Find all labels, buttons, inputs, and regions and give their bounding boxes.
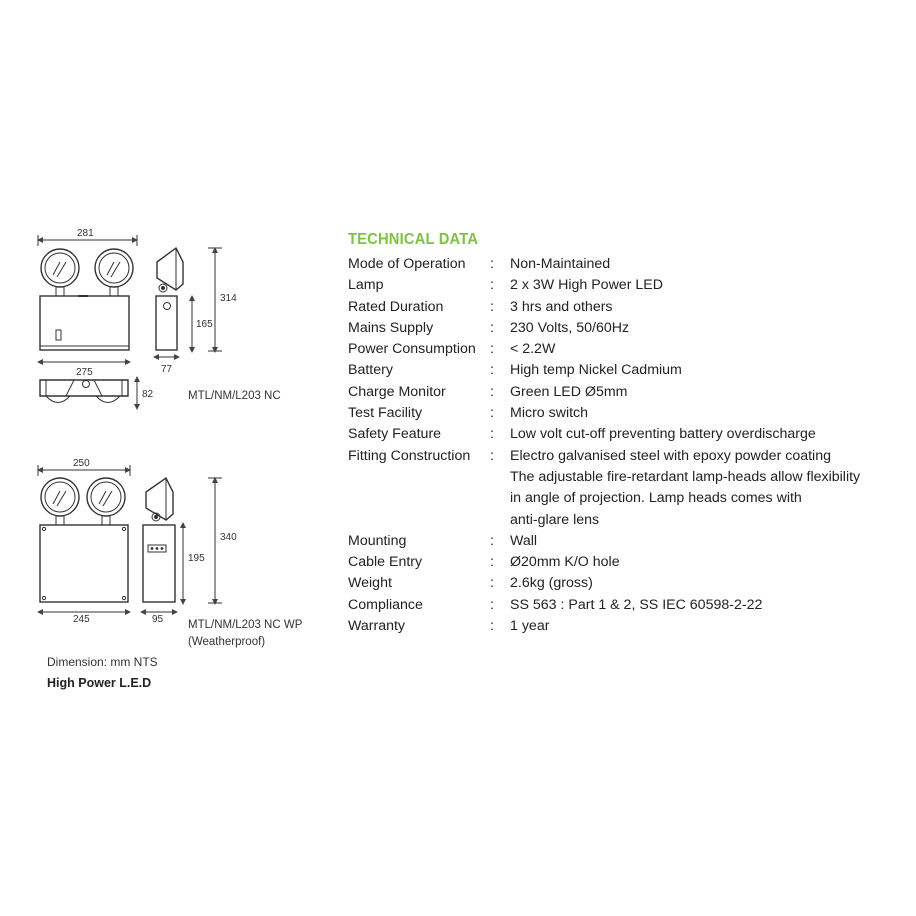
spec-row [348,446,908,531]
dim-1-height-total: 314 [220,293,237,304]
spec-colon: : [490,575,494,592]
dimension-note: Dimension: mm NTS [47,655,158,669]
spec-value [510,275,908,296]
dim-2-width-top: 250 [73,458,90,469]
spec-value-line: 2.6kg (gross) [510,575,593,592]
spec-label: Warranty [348,618,406,635]
spec-value-line: Wall [510,532,538,549]
spec-label: Safety Feature [348,426,442,443]
spec-row [348,275,908,296]
spec-colon: : [490,319,494,336]
product-line: High Power L.E.D [47,676,152,690]
spec-label: Rated Duration [348,298,444,315]
spec-value [510,382,908,403]
spec-row [348,595,908,616]
spec-row [348,552,908,573]
spec-row [348,254,908,275]
model-2-label: MTL/NM/L203 NC WP [188,619,303,631]
dim-1-height-body: 165 [196,319,213,330]
spec-value-line: Green LED Ø5mm [510,383,628,400]
spec-colon: : [490,298,494,315]
spec-value [510,318,908,339]
spec-colon: : [490,532,494,549]
spec-value [510,595,908,616]
spec-colon: : [490,341,494,358]
spec-value-line: 3 hrs and others [510,298,613,315]
drawing-1-front-view [38,235,137,362]
spec-value-line: Ø20mm K/O hole [510,554,620,571]
spec-colon: : [490,256,494,272]
dim-2-height-body: 195 [188,553,205,564]
spec-value-line: 1 year [510,618,550,635]
drawing-2-side-view [143,478,222,612]
spec-value-line: in angle of projection. Lamp heads comes with [510,490,802,507]
spec-colon: : [490,447,494,464]
spec-value [510,360,908,381]
dim-1-width-top: 281 [77,228,94,239]
spec-value [510,446,908,531]
spec-value-line: 2 x 3W High Power LED [510,277,663,294]
spec-value-line: High temp Nickel Cadmium [510,362,682,379]
spec-label: Compliance [348,596,423,613]
spec-row [348,339,908,360]
spec-colon: : [490,596,494,613]
drawing-1-bottom-view [40,379,137,407]
spec-label: Mode of Operation [348,256,466,272]
spec-colon: : [490,554,494,571]
spec-value [510,573,908,594]
spec-row [348,382,908,403]
spec-colon: : [490,362,494,379]
dim-1-depth: 77 [161,364,173,375]
spec-label: Mains Supply [348,319,434,336]
spec-value-line: Low volt cut-off preventing battery overdischarge [510,426,816,443]
spec-value [510,552,908,573]
spec-value-line: SS 563 : Part 1 & 2, SS IEC 60598-2-22 [510,596,763,613]
spec-colon: : [490,277,494,294]
spec-value [510,339,908,360]
spec-row [348,573,908,594]
spec-row [348,616,908,637]
drawing-1-side-view [156,248,222,357]
drawing-2-front-view [38,465,130,612]
spec-table [348,254,908,637]
model-2-note: (Weatherproof) [188,636,266,648]
spec-label: Cable Entry [348,554,423,571]
model-1-label: MTL/NM/L203 NC [188,390,281,402]
spec-value-line: Non-Maintained [510,256,611,272]
spec-row [348,403,908,424]
spec-label: Test Facility [348,405,423,422]
spec-value-line: < 2.2W [510,341,556,358]
spec-value-line: The adjustable fire-retardant lamp-heads allow flexibility [510,468,861,485]
dim-1-base-height: 82 [142,389,154,400]
section-title: TECHNICAL DATA [348,231,479,248]
spec-value [510,403,908,424]
spec-value-line: anti-glare lens [510,511,600,528]
spec-row [348,318,908,339]
dim-1-width-bottom: 275 [76,367,93,378]
spec-label: Power Consumption [348,341,476,358]
spec-value [510,531,908,552]
dim-2-depth: 95 [152,614,164,625]
spec-label: Weight [348,575,392,592]
spec-colon: : [490,618,494,635]
spec-row [348,360,908,381]
spec-label: Charge Monitor [348,383,446,400]
spec-value [510,297,908,318]
spec-value-line: 230 Volts, 50/60Hz [510,319,630,336]
spec-value [510,616,908,637]
spec-value-line: Electro galvanised steel with epoxy powder coating [510,447,831,464]
dim-2-width-bottom: 245 [73,614,90,625]
spec-row [348,297,908,318]
spec-value-line: Micro switch [510,405,589,422]
spec-label: Mounting [348,532,407,549]
spec-row [348,424,908,445]
spec-label: Battery [348,362,393,379]
spec-label: Lamp [348,277,384,294]
spec-colon: : [490,405,494,422]
spec-row [348,531,908,552]
spec-colon: : [490,426,494,443]
dim-2-height-total: 340 [220,532,237,543]
spec-colon: : [490,383,494,400]
spec-label: Fitting Construction [348,447,471,464]
spec-value [510,254,908,275]
spec-value [510,424,908,445]
